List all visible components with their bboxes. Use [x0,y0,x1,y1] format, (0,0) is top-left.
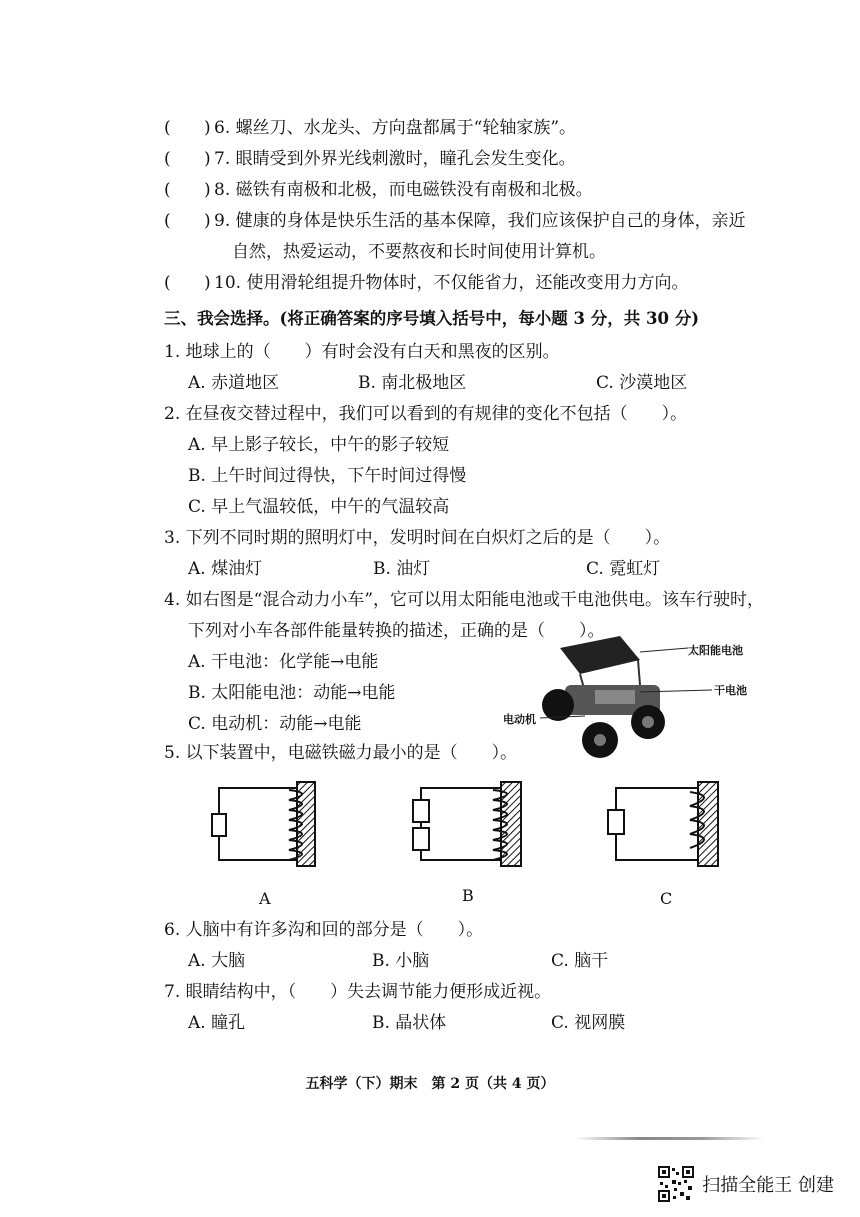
answer-bracket: ) [204,118,211,138]
watermark-text: 扫描全能王 创建 [702,1175,834,1196]
answer-bracket: ( [164,211,171,231]
q4-option-a: A. 干电池：化学能→电能 [188,652,379,672]
judgement-item-10: 10. 使用滑轮组提升物体时，不仅能省力，还能改变用力方向。 [214,273,689,293]
judgement-item-9: 9. 健康的身体是快乐生活的基本保障，我们应该保护自己的身体，亲近 [214,211,746,231]
judgement-item-6: 6. 螺丝刀、水龙头、方向盘都属于“轮轴家族”。 [214,118,577,138]
q4-option-c: C. 电动机：动能→电能 [188,714,362,734]
judgement-item-9-cont: 自然，热爱运动，不要熬夜和长时间使用计算机。 [232,242,606,262]
q7-option-a: A. 瞳孔 [188,1013,246,1033]
q1-option-c: C. 沙漠地区 [596,373,688,393]
iron-core-shape [501,782,521,866]
answer-bracket: ( [164,118,171,138]
circuit-label-c: C [660,889,673,908]
q4-option-b: B. 太阳能电池：动能→电能 [188,683,396,703]
circuit-label-a: A [259,889,271,908]
iron-core-shape [297,782,315,866]
q1-option-a: A. 赤道地区 [188,373,280,393]
judgement-item-8: 8. 磁铁有南极和北极，而电磁铁没有南极和北极。 [214,180,593,200]
question-4: 4. 如右图是“混合动力小车”，它可以用太阳能电池或干电池供电。该车行驶时， [164,590,765,610]
question-1: 1. 地球上的（ ）有时会没有白天和黑夜的区别。 [164,342,560,362]
q3-option-c: C. 霓虹灯 [586,559,661,579]
section-title: 三、我会选择。(将正确答案的序号填入括号中，每小题 3 分，共 30 分) [164,309,700,328]
label-solar-cell: 太阳能电池 [688,644,743,657]
q3-option-a: A. 煤油灯 [188,559,263,579]
answer-bracket: ) [204,273,211,293]
answer-bracket: ( [164,180,171,200]
question-5: 5. 以下装置中，电磁铁磁力最小的是（ ）。 [164,743,518,763]
solar-panel-shape [560,636,640,674]
q6-option-b: B. 小脑 [372,951,430,971]
scanner-watermark [658,1166,834,1202]
q3-option-b: B. 油灯 [373,559,431,579]
q6-option-c: C. 脑干 [551,951,609,971]
circuit-diagram-b [403,778,533,870]
question-6: 6. 人脑中有许多沟和回的部分是（ ）。 [164,920,484,940]
question-4-cont: 下列对小车各部件能量转换的描述，正确的是（ ）。 [188,621,605,641]
answer-bracket: ( [164,149,171,169]
answer-bracket: ( [164,273,171,293]
q7-option-b: B. 晶状体 [372,1013,447,1033]
q2-option-b: B. 上午时间过得快，下午时间过得慢 [188,466,467,486]
battery-icon [413,800,429,822]
q1-option-b: B. 南北极地区 [358,373,467,393]
wheel-icon [542,689,574,721]
q7-option-c: C. 视网膜 [551,1013,626,1033]
answer-bracket: ) [204,149,211,169]
question-3: 3. 下列不同时期的照明灯中，发明时间在白炽灯之后的是（ ）。 [164,528,671,548]
battery-icon [608,810,624,834]
judgement-item-7: 7. 眼睛受到外界光线刺激时，瞳孔会发生变化。 [214,149,576,169]
page-footer: 五科学（下）期末 第 2 页（共 4 页） [305,1076,555,1092]
question-7: 7. 眼睛结构中，（ ）失去调节能力便形成近视。 [164,982,552,1002]
battery-icon [212,814,226,836]
circuit-diagram-a [205,778,325,870]
label-motor: 电动机 [503,713,536,726]
q2-option-c: C. 早上气温较低，中午的气温较高 [188,497,450,517]
scan-artifact-line [575,1137,765,1140]
answer-bracket: ) [204,180,211,200]
answer-bracket: ) [204,211,211,231]
circuit-label-b: B [462,886,474,905]
q6-option-a: A. 大脑 [188,951,246,971]
battery-icon [413,828,429,850]
label-dry-battery: 干电池 [714,684,747,697]
q2-option-a: A. 早上影子较长，中午的影子较短 [188,435,450,455]
qr-code-icon [658,1166,694,1202]
question-2: 2. 在昼夜交替过程中，我们可以看到的有规律的变化不包括（ ）。 [164,404,688,424]
circuit-diagram-c [600,778,730,870]
